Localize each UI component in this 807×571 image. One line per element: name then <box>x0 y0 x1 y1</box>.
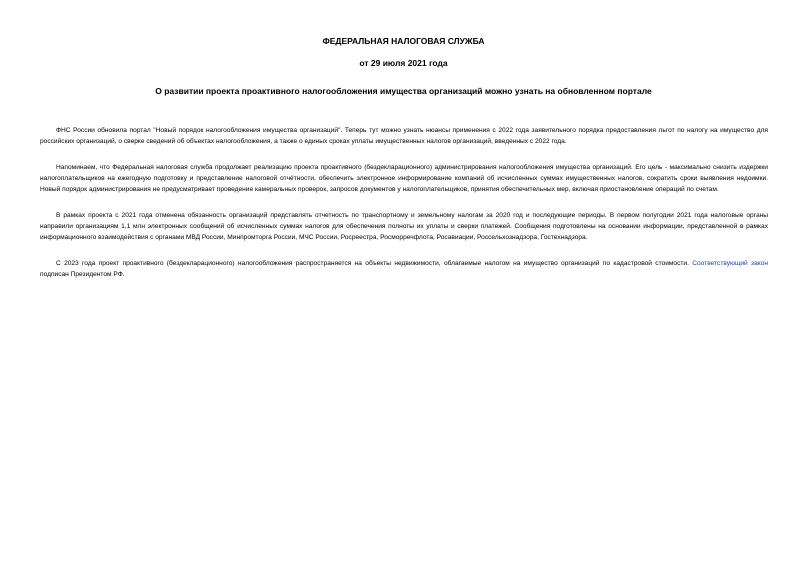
law-link[interactable]: Соответствующий закон <box>692 260 769 267</box>
organization-heading: ФЕДЕРАЛЬНАЯ НАЛОГОВАЯ СЛУЖБА <box>322 36 485 46</box>
paragraph-4-text-start: С 2023 года проект проактивного (бездекларационного) налогообложения распространяется на объекты недвижимости, облагаемые налогом на имущество организаций по кадастровой стоимости. <box>56 260 693 267</box>
document-title: О развитии проекта проактивного налогообложения имущества организаций можно узнать на обновленном портале <box>155 86 652 96</box>
paragraph-4 <box>40 258 768 280</box>
paragraph-1: ФНС России обновила портал "Новый порядок налогообложения имущества организаций". Теперь тут можно узнать нюансы применения с 2022 года заявительного порядка предоставления льгот по налогу на имущество для российских организаций, о сверке сведений об объектах налогообложения, а также о единых сроках уплаты имущественных налогов организаций, введенных с 2022 года. <box>40 127 768 145</box>
paragraph-4-text-end: подписан Президентом РФ. <box>40 271 125 278</box>
document-date: от 29 июля 2021 года <box>359 58 448 68</box>
paragraph-2: Напоминаем, что Федеральная налоговая служба продолжает реализацию проекта проактивного (бездекларационного) администрирования налогообложения имущества организаций. Его цель - максимально снизить издержки налогоплательщиков на ежегодную подготовку и представление налоговой отчётности, обеспечить электронное информирование компаний об исчисленных суммах имущественных налогов, сократить сроки выявления недоимки. Новый порядок администрирования не предусматривает проведение камеральных проверок, запросов документов у налогоплательщиков, принятия обеспечительных мер, включая приостановление операций по счетам. <box>40 164 768 193</box>
document-body <box>40 125 768 295</box>
paragraph-3: В рамках проекта с 2021 года отменена обязанность организаций представлять отчетность по транспортному и земельному налогам за 2020 год и последующие периоды. В первом полугодии 2021 года налоговые органы направили организациям 1,1 млн электронных сообщений об исчисленных суммах налогов для обеспечения полноты их уплаты и сверки платежей. Сообщения подготовлены на основании информации, представленной в рамках информационного взаимодействия с органами МВД России, Минпромторга России, МЧС России, Росреестра, Росморречфлота, Росавиации, Россельхознадзора, Гостехнадзора. <box>40 212 768 241</box>
